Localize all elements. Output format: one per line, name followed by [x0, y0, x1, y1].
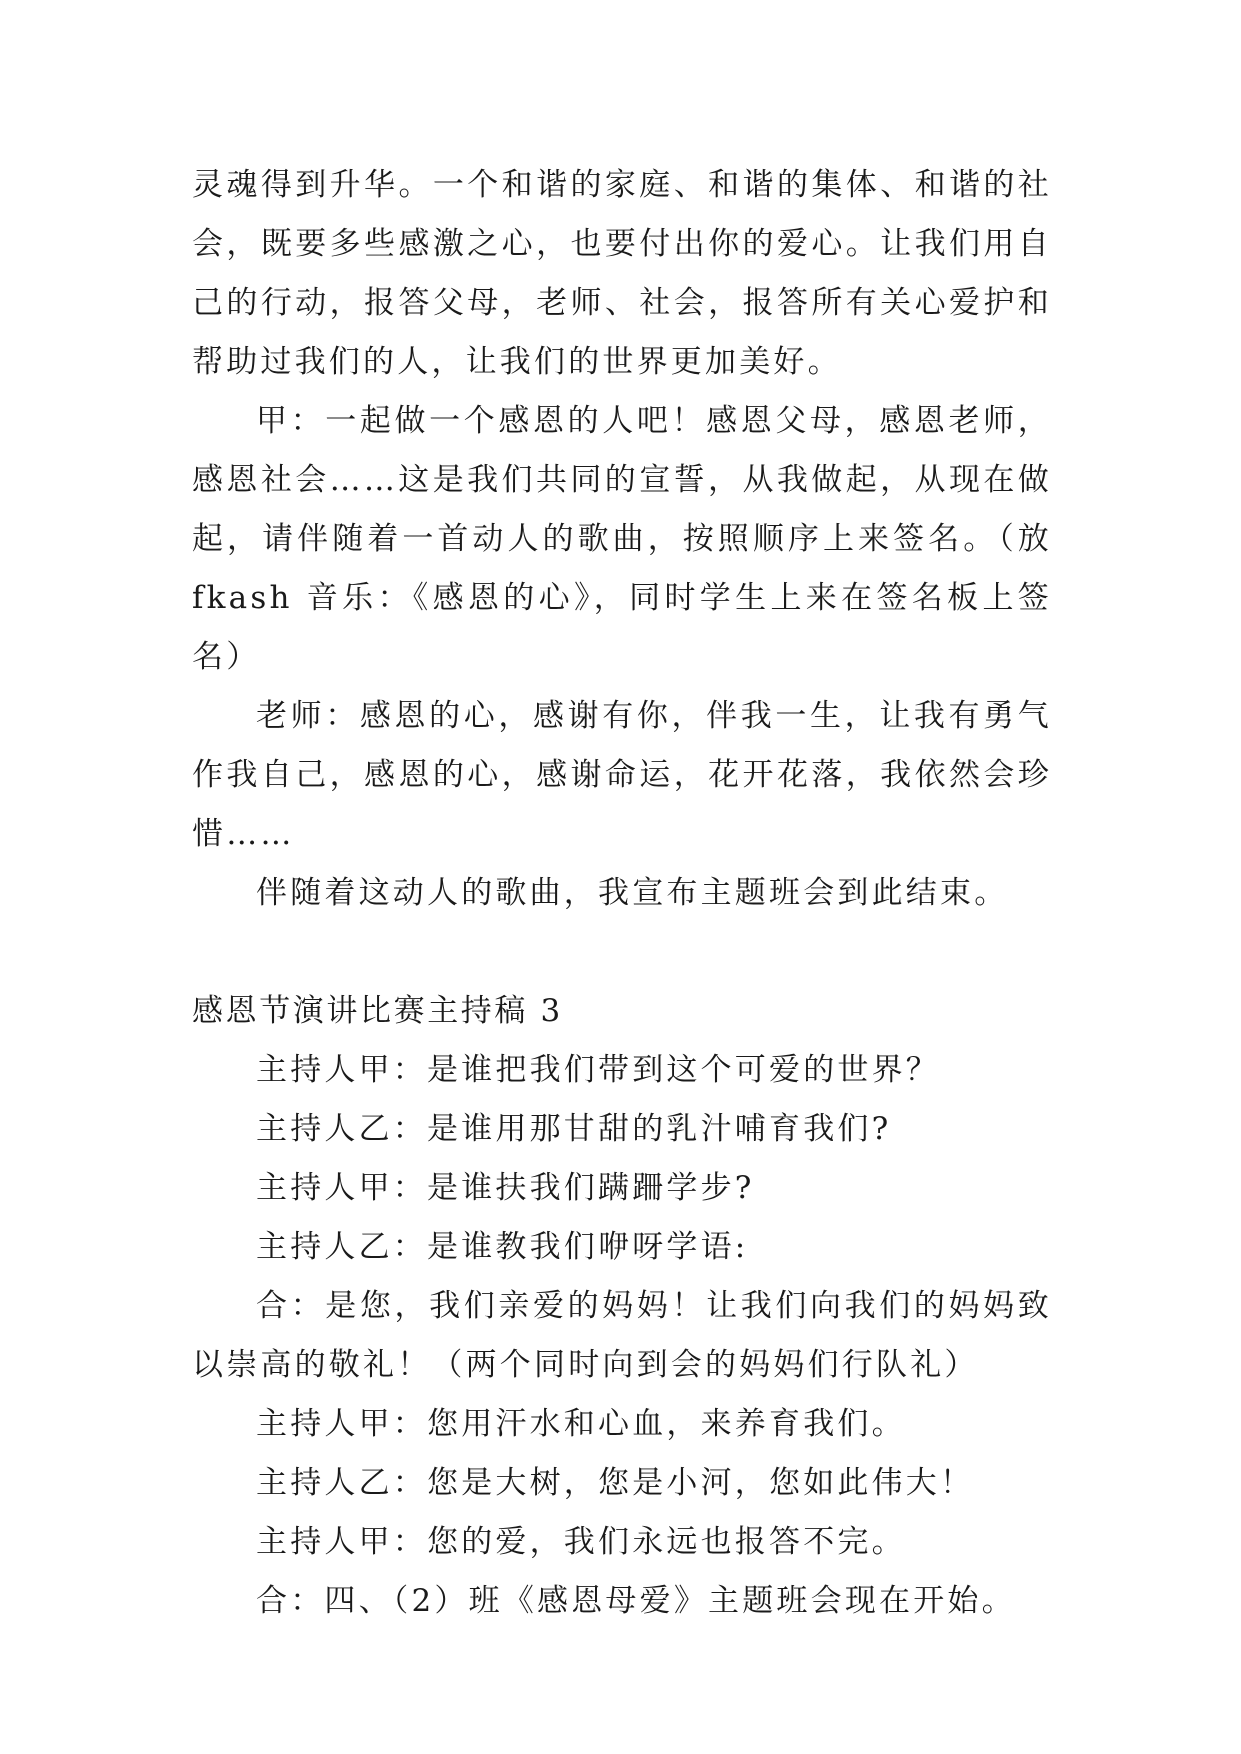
paragraph-signing-ceremony: 甲：一起做一个感恩的人吧！感恩父母，感恩老师，感恩社会……这是我们共同的宣誓，从我做起，从现在做起，请伴随着一首动人的歌曲，按照顺序上来签名。（放 fkash 音乐：《感恩的心》，同时学生上来在签名板上签名）	[192, 403, 1052, 675]
dialog-line: 合：是您，我们亲爱的妈妈！让我们向我们的妈妈致以崇高的敬礼！（两个同时向到会的妈妈们行队礼）	[192, 1288, 1052, 1383]
dialog-line: 主持人甲：是谁把我们带到这个可爱的世界？	[256, 1052, 940, 1088]
dialog-line: 主持人乙：您是大树，您是小河，您如此伟大！	[256, 1465, 975, 1501]
paragraph-teacher-lyrics: 老师：感恩的心，感谢有你，伴我一生，让我有勇气作我自己，感恩的心，感谢命运，花开花落，我依然会珍惜……	[192, 698, 1052, 852]
paragraph-closing-reflection: 灵魂得到升华。一个和谐的家庭、和谐的集体、和谐的社会，既要多些感激之心，也要付出你的爱心。让我们用自己的行动，报答父母，老师、社会，报答所有关心爱护和帮助过我们的人，让我们的世界更加美好。	[192, 167, 1052, 380]
dialog-line: 主持人乙：是谁教我们咿呀学语:	[256, 1229, 749, 1265]
dialog-line: 主持人乙：是谁用那甘甜的乳汁哺育我们?	[256, 1111, 892, 1147]
dialog-line: 主持人甲：是谁扶我们蹒跚学步?	[256, 1170, 755, 1206]
dialog-line: 合：四、（2）班《感恩母爱》主题班会现在开始。	[256, 1583, 1016, 1619]
section-spacer	[192, 923, 1052, 982]
section-title: 感恩节演讲比赛主持稿 3	[192, 993, 563, 1029]
document-body	[192, 156, 1052, 1631]
dialog-line: 主持人甲：您用汗水和心血，来养育我们。	[256, 1406, 906, 1442]
paragraph-meeting-end: 伴随着这动人的歌曲，我宣布主题班会到此结束。	[256, 875, 1009, 911]
dialog-line: 主持人甲：您的爱，我们永远也报答不完。	[256, 1524, 906, 1560]
